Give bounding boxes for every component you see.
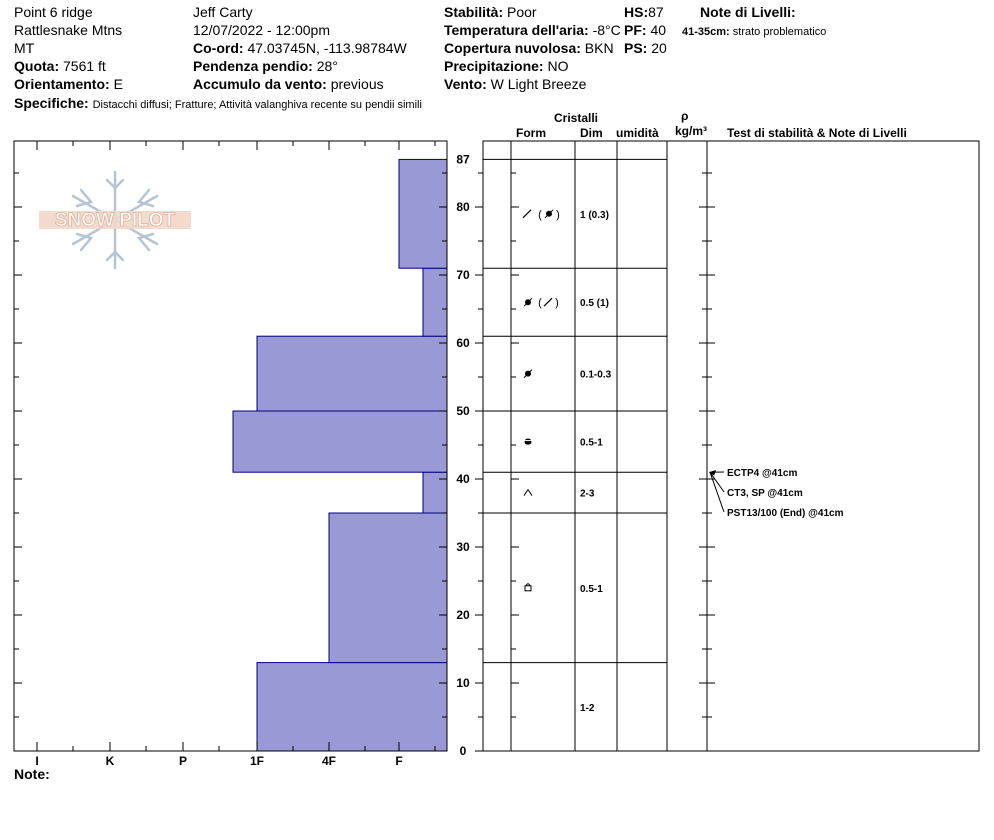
hardness-bar	[399, 159, 447, 268]
size-header: Dim	[580, 126, 603, 140]
grain-size: 0.5-1	[580, 437, 603, 449]
stability-test-label: CT3, SP @41cm	[727, 488, 803, 499]
stability-test-label: ECTP4 @41cm	[727, 468, 798, 479]
specifics-label: Specifiche:	[14, 95, 89, 111]
hardness-bar	[233, 411, 447, 472]
wind-loading-value: previous	[330, 76, 384, 92]
depth-label: 50	[456, 404, 470, 418]
logo-text: SNOW PILOT	[54, 210, 176, 231]
aspect-value: E	[113, 76, 123, 92]
density-header: kg/m³	[675, 124, 708, 138]
pf-label: PF:	[624, 22, 647, 38]
depth-label: 20	[456, 608, 470, 622]
hardness-label: F	[395, 754, 403, 768]
depth-label: 0	[459, 744, 467, 758]
wind-loading-label: Accumulo da vento:	[193, 76, 327, 92]
coord-label: Co-ord:	[193, 40, 244, 56]
faceted-crystal-icon	[525, 586, 531, 591]
depth-label: 60	[456, 336, 470, 350]
hardness-label: 1F	[249, 754, 265, 768]
range-name: Rattlesnake Mtns	[14, 22, 123, 38]
wind-label: Vento:	[444, 76, 487, 92]
wind-value: W Light Breeze	[490, 76, 587, 92]
note-label: Note:	[14, 766, 50, 782]
depth-hoar-icon	[524, 490, 532, 496]
stability-value: Poor	[507, 4, 537, 20]
precip-value: NO	[547, 58, 569, 74]
aspect-label: Orientamento:	[14, 76, 110, 92]
hs-value: 87	[648, 4, 664, 20]
depth-label: 70	[456, 268, 470, 282]
hs-label: HS:	[624, 4, 649, 20]
depth-label: 40	[456, 472, 470, 486]
air-temp-value: -8°C	[592, 22, 621, 38]
elevation-label: Quota:	[14, 58, 60, 74]
layer-note-text: strato problematico	[732, 26, 827, 38]
test-leader-line	[710, 472, 724, 512]
hardness-bar	[257, 336, 447, 411]
paren-glyph: (	[538, 297, 542, 310]
slope-value: 28°	[316, 58, 338, 74]
depth-label: 10	[456, 676, 470, 690]
slope-label: Pendenza pendio:	[193, 58, 313, 74]
decomposed-fragment-icon	[544, 298, 552, 306]
depth-label: 87	[456, 152, 470, 167]
hardness-label: I	[35, 754, 39, 768]
paren-glyph: (	[538, 208, 542, 221]
hardness-bar	[423, 472, 447, 513]
paren-glyph: )	[555, 297, 559, 310]
location: Point 6 ridge	[14, 4, 93, 20]
elevation-value: 7561 ft	[63, 58, 106, 74]
air-temp-label: Temperatura dell'aria:	[444, 22, 589, 38]
ps-value: 20	[651, 40, 667, 56]
sky-label: Copertura nuvolosa:	[444, 40, 581, 56]
precip-label: Precipitazione:	[444, 58, 544, 74]
depth-label: 80	[456, 200, 470, 214]
grain-size: 0.5 (1)	[580, 298, 609, 310]
hardness-label: K	[105, 754, 115, 768]
form-header: Form	[516, 126, 546, 140]
observer: Jeff Carty	[193, 4, 253, 20]
grain-size: 0.1-0.3	[580, 369, 612, 381]
rho-header: ρ	[681, 109, 689, 123]
crystals-header: Cristalli	[554, 111, 599, 125]
sky-value: BKN	[584, 40, 614, 56]
test-leader-line	[710, 472, 724, 492]
grain-size: 2-3	[580, 488, 595, 500]
ps-label: PS:	[624, 40, 648, 56]
grain-size: 0.5-1	[580, 583, 603, 595]
faceted-rounded-icon	[525, 439, 532, 445]
specifics-value: Distacchi diffusi; Fratture; Attività valanghiva recente su pendii simili	[92, 99, 422, 111]
depth-label: 30	[456, 540, 470, 554]
hardness-label: P	[178, 754, 188, 768]
hardness-label: 4F	[321, 754, 337, 768]
coord-value: 47.03745N, -113.98784W	[247, 40, 407, 56]
test-arrow-icon	[709, 470, 716, 475]
hardness-bar	[329, 513, 447, 663]
grain-size: 1-2	[580, 702, 595, 714]
datetime: 12/07/2022 - 12:00pm	[193, 22, 330, 38]
stability-test-label: PST13/100 (End) @41cm	[727, 508, 844, 519]
moisture-header: umidità	[616, 126, 659, 140]
decomposed-fragment-icon	[523, 210, 531, 218]
paren-glyph: )	[556, 208, 560, 221]
hardness-bar	[423, 268, 447, 336]
pf-value: 40	[650, 22, 667, 38]
grain-size: 1 (0.3)	[580, 209, 609, 221]
hardness-bar	[257, 663, 447, 751]
tests-header: Test di stabilità & Note di Livelli	[727, 126, 907, 140]
layer-notes-title: Note di Livelli:	[700, 4, 796, 20]
layer-table-frame	[483, 141, 979, 751]
stability-label: Stabilità:	[444, 4, 504, 20]
state: MT	[14, 40, 35, 56]
layer-note-range: 41-35cm:	[682, 26, 730, 38]
